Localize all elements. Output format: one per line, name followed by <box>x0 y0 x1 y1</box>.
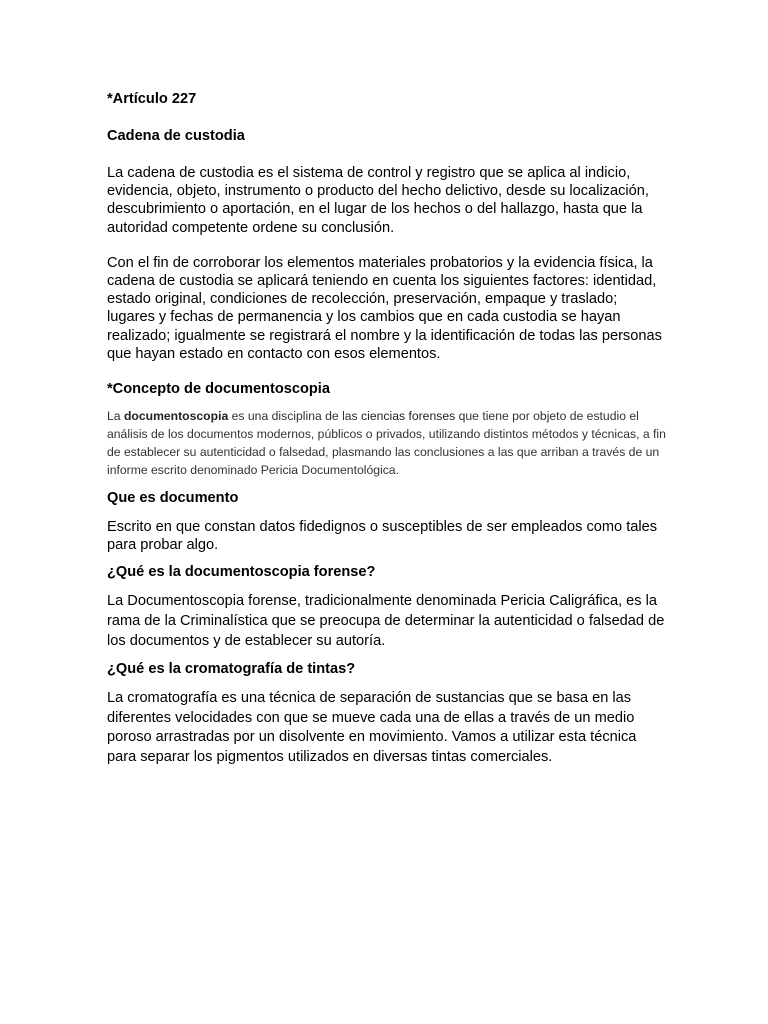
concepto-heading: *Concepto de documentoscopia <box>107 381 330 398</box>
cadena-paragraph-2: Con el fin de corroborar los elementos materiales probatorios y la evidencia física, la cadena de custodia se aplicará teniendo en cuenta los siguientes factores: identidad, estado original, condiciones de recolección, preservación, empaque y traslado; lugares y fechas de permanencia y los cambios que en cada custodia se hayan realizado; igualmente se registrará el nombre y la identificación de todas las personas que hayan estado en contacto con esos elementos. <box>107 254 662 362</box>
concepto-mid: es una disciplina de las <box>228 409 362 424</box>
concepto-paragraph <box>107 407 667 479</box>
document-page <box>107 90 667 768</box>
forense-heading: ¿Qué es la documentoscopia forense? <box>107 564 376 581</box>
ciencias-forenses-link[interactable]: ciencias forenses <box>361 409 456 424</box>
cadena-paragraph-1: La cadena de custodia es el sistema de control y registro que se aplica al indicio, evidencia, objeto, instrumento o producto del hecho delictivo, desde su localización, descubrimiento o aportación, en el lugar de los hechos o del hallazgo, hasta que la autoridad competente ordene su conclusión. <box>107 165 649 236</box>
cadena-heading: Cadena de custodia <box>107 128 245 144</box>
concepto-lead: La <box>107 409 124 424</box>
concepto-rest: que tiene por objeto de estudio el análisis de los documentos modernos, públicos o privados, utilizando distintos métodos y técnicas, a fin de establecer su autenticidad o falsedad, plasmando las conclusiones a las que arriban a través de un informe escrito denominado Pericia Documentológica. <box>107 409 666 478</box>
cromato-paragraph: La cromatografía es una técnica de separación de sustancias que se basa en las diferentes velocidades con que se mueve cada una de ellas a través de un medio poroso arrastradas por un disolvente en movimiento. Vamos a utilizar esta técnica para separar los pigmentos utilizados en diversas tintas comerciales. <box>107 690 637 765</box>
cromato-heading: ¿Qué es la cromatografía de tintas? <box>107 661 356 678</box>
forense-paragraph: La Documentoscopia forense, tradicionalmente denominada Pericia Caligráfica, es la rama de la Criminalística que se preocupa de determinar la autenticidad o falsedad de los documentos y de establecer su autoría. <box>107 593 665 649</box>
article-heading: *Artículo 227 <box>107 91 197 107</box>
documento-heading: Que es documento <box>107 490 239 507</box>
concepto-bold-term: documentoscopia <box>123 409 229 424</box>
documento-paragraph: Escrito en que constan datos fidedignos o susceptibles de ser empleados como tales para probar algo. <box>107 519 658 554</box>
